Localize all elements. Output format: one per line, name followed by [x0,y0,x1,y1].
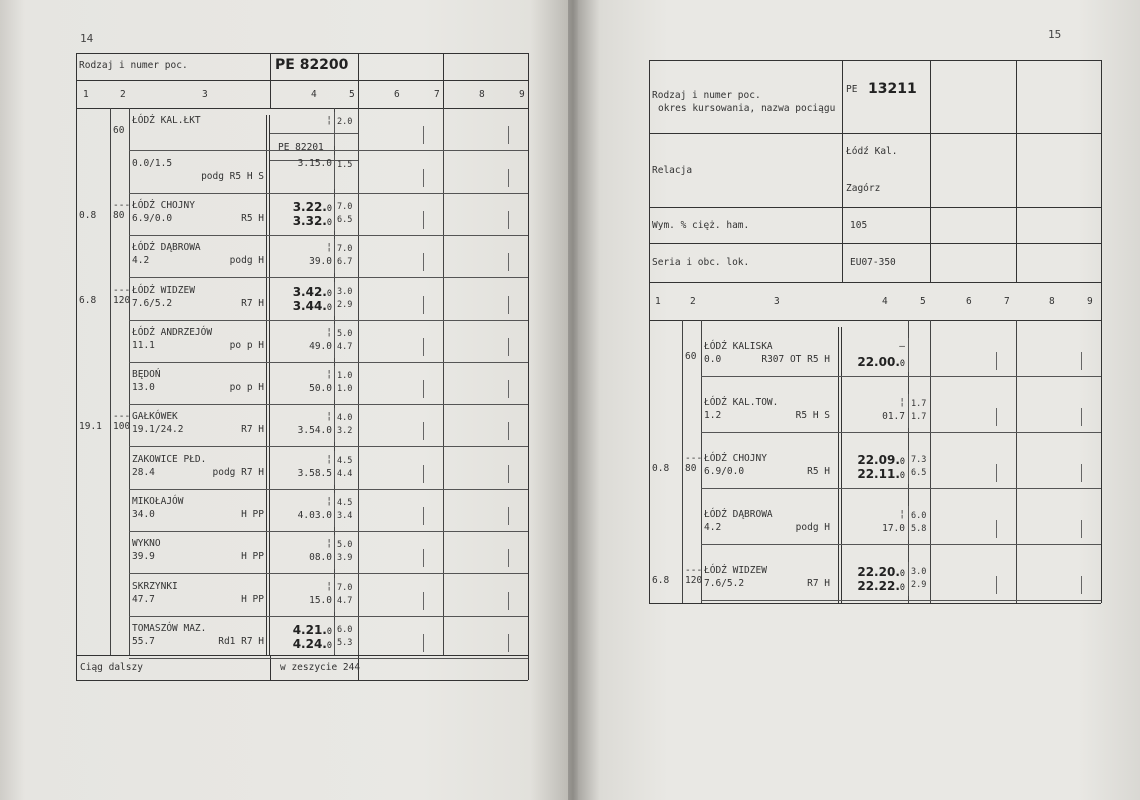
run-time: 5.0 [337,540,353,551]
arrival-time-value: ¦ [326,115,332,127]
station-km: 13.0 [132,382,155,394]
arrival-time [842,341,905,353]
run-time: 6.0 [911,511,927,521]
departure-time [842,579,905,595]
km-marker: 0.8 [79,209,97,221]
station-km: 11.1 [132,339,155,351]
run-time: 1.0 [337,371,353,382]
rule [1081,352,1082,370]
station-name: ŁÓDŹ WIDZEW [132,284,195,296]
rule [423,592,424,610]
speed-limit: 80 [685,463,697,474]
column-number: 5 [349,89,355,100]
rule [996,352,997,370]
rule [508,507,509,525]
rule [129,320,528,321]
rule [334,324,335,358]
station-name: ŁÓDŹ CHOJNY [132,199,195,211]
train-number: PE 82200 [275,57,349,73]
departure-time [270,425,332,437]
arrival-time-value: ¦ [899,509,905,520]
rule [423,634,424,652]
arrival-tenths: 0 [326,288,332,299]
min-run-time: 6.5 [911,468,927,478]
departure-time-value: 3.54.0 [297,425,332,437]
arrival-time-value: ¦ [326,242,332,254]
station-km: 4.2 [704,522,722,533]
departure-time-value: 17.0 [882,523,905,534]
station-km: 7.6/5.2 [132,297,173,309]
rule [701,600,1101,601]
column-number: 6 [394,89,400,100]
arrival-time [270,581,332,593]
station-name: ŁÓDŹ DĄBROWA [132,242,201,254]
track-change-mark: --- [113,411,131,423]
continuation-reference: w zeszycie 244 [280,662,361,673]
departure-time-value: 3.58.5 [297,467,332,479]
station-name: TOMASZÓW MAZ. [132,622,207,634]
rule [1081,520,1082,538]
rule [508,465,509,483]
km-marker: 0.8 [652,463,670,474]
km-marker: 19.1 [79,421,102,433]
departure-time [270,595,332,607]
rule [508,592,509,610]
station-km: 55.7 [132,635,155,647]
relation-from: Łódź Kal. [846,146,898,157]
rule [996,576,997,594]
departure-time [270,214,332,230]
column-number: 2 [690,296,696,307]
arrival-time-value: 22.20. [857,565,900,579]
rule [423,507,424,525]
period-name-label: okres kursowania, nazwa pociągu [658,103,836,114]
station-km: 34.0 [132,509,155,520]
min-run-time: 3.4 [337,511,353,521]
min-run-time: 1.7 [911,412,927,422]
arrival-time [842,509,905,521]
arrival-time [270,158,332,170]
station-name: ZAKOWICE PŁD. [132,453,207,465]
rule [423,549,424,567]
rule [701,488,1101,489]
arrival-time [270,454,332,466]
arrival-time-value: 3.15.0 [297,157,332,169]
locomotive-label: Seria i obc. lok. [652,257,750,268]
min-run-time: 2.9 [911,580,927,590]
run-time: 7.0 [337,201,353,212]
rule [701,432,1101,433]
departure-time [270,637,332,653]
run-time: 2.0 [337,117,353,128]
departure-tenths: 0 [326,302,332,313]
arrival-time-value: ¦ [326,453,332,465]
book-gutter [568,0,578,800]
departure-time [270,341,332,353]
speed-limit: 100 [113,421,131,433]
right-page: 15 Rodzaj i numer poc. okres kursowania, nazwa pociągu PE 13211 Relacja Łódź Kal. Zagórz Wym. % cięż. ham. 105 Seria i obc. lok. EU07-350 1 2 3 4 5 6 7 8 9 60 ŁÓDŹ KALISKA 0.0 R307 OT R5 H – 22.00.0 ŁÓDŹ KAL.TOW. 1.2 R5 H S ¦ 01.7 1.7 1.7 0.8 80 --- ŁÓDŹ CHOJNY 6.9/0.0 R5 H 22.09.0 22.11.0 7.3 6.5 ŁÓDŹ DĄBROWA 4.2 podg H ¦ 17.0 6.0 5.8 6.8 120 --- ŁÓDŹ WIDZEW 7.6/5.2 R7 H 22.20.0 22.22.0 3.0 2.9 [578,0,1140,800]
rule [129,446,528,447]
arrival-tenths: 0 [899,457,905,467]
departure-time-value: 22.22. [857,579,900,593]
speed-limit: 120 [685,575,703,586]
arrival-time-value: 3.42. [292,284,327,299]
station-name: GAŁKÓWEK [132,411,178,423]
column-number: 1 [83,89,89,100]
departure-tenths: 0 [326,217,332,228]
brake-value: 105 [850,220,868,231]
arrival-time-value: ¦ [326,411,332,423]
rule [1081,464,1082,482]
departure-time [842,523,905,535]
station-name: WYKNO [132,538,161,550]
continuation-label: Ciąg dalszy [80,662,143,673]
station-km: 19.1/24.2 [132,424,184,436]
departure-time-value: 01.7 [882,411,905,422]
arrival-time [270,242,332,254]
column-number: 3 [202,89,208,100]
rule [129,658,528,659]
station-km: 1.2 [704,410,722,421]
run-time: 3.0 [337,286,353,297]
rule [508,634,509,652]
column-number: 1 [655,296,661,307]
column-number: 6 [966,296,972,307]
column-number: 7 [1004,296,1010,307]
departure-tenths: 0 [899,471,905,481]
column-number: 8 [479,89,485,100]
rule [508,296,509,314]
track-change-mark: --- [685,565,703,576]
run-time: 7.0 [337,582,353,593]
run-time: 4.0 [337,413,353,424]
arrival-time-value: ¦ [899,397,905,408]
rule [508,422,509,440]
arrival-time-value: ¦ [326,496,332,507]
rule [423,465,424,483]
departure-time [270,299,332,315]
station-name: BĘDOŃ [132,369,161,381]
departure-time-value: 08.0 [309,552,332,564]
arrival-time-value: 3.22. [292,199,327,214]
track-change-mark: --- [685,453,703,464]
min-run-time: 6.5 [337,214,353,225]
station-name: MIKOŁAJÓW [132,496,184,507]
departure-time-value: 4.24. [292,636,327,651]
departure-time-value: 39.0 [309,256,332,268]
locomotive-value: EU07-350 [850,257,896,268]
rule [996,520,997,538]
rule [996,408,997,426]
rule [334,451,335,485]
rule [334,493,335,527]
station-name: ŁÓDŹ KAL.TOW. [704,397,779,408]
min-run-time: 4.7 [337,341,353,352]
rule [508,126,509,144]
departure-time [270,510,332,522]
train-type-label: Rodzaj i numer poc. [652,90,761,101]
station-name: ŁÓDŹ ANDRZEJÓW [132,326,213,338]
run-time: 7.3 [911,455,927,465]
arrival-tenths: 0 [326,626,332,637]
arrival-time-value: 4.21. [292,622,327,637]
through-train-number: PE 82201 [278,142,324,153]
track-change-mark: --- [113,199,131,211]
train-number: 13211 [868,81,917,97]
departure-time [270,383,332,395]
column-number: 5 [920,296,926,307]
min-run-time: 6.7 [337,257,353,268]
station-km: 0.0 [704,354,722,365]
station-name: 0.0/1.5 [132,157,173,169]
rule [334,366,335,400]
rule [908,562,909,596]
rule [129,404,528,405]
run-time: 5.0 [337,328,353,339]
station-km: 39.9 [132,551,155,563]
min-run-time: 1.0 [337,384,353,395]
rule [508,253,509,271]
station-name: ŁÓDŹ CHOJNY [704,453,767,464]
departure-time-value: 3.32. [292,213,327,228]
rule [908,450,909,484]
rule [129,277,528,278]
rule [908,338,909,372]
departure-time-value: 22.11. [857,467,900,481]
brake-label: Wym. % cięż. ham. [652,220,750,231]
arrival-tenths: 0 [899,569,905,579]
arrival-time-value: ¦ [326,369,332,381]
departure-time-value: 49.0 [309,340,332,352]
rule [423,211,424,229]
run-time: 4.5 [337,498,353,508]
track-change-mark: --- [113,284,131,296]
rule [996,464,997,482]
departure-time [842,355,905,371]
station-name: ŁÓDŹ KALISKA [704,341,773,352]
arrival-time-value: 22.09. [857,453,900,467]
station-km: 7.6/5.2 [704,578,745,589]
departure-time-value: 4.03.0 [297,510,332,521]
rule [508,549,509,567]
arrival-time [270,496,332,508]
station-km: 4.2 [132,255,150,267]
column-number: 9 [1087,296,1093,307]
speed-limit: 120 [113,294,131,306]
min-run-time: 4.4 [337,468,353,479]
relation-to: Zagórz [846,183,881,194]
departure-tenths: 0 [899,583,905,593]
left-page: 14 Rodzaj i numer poc. PE 82200 1 2 3 4 5 6 7 8 9 PE 82201 60 ŁÓDŹ KAL.ŁKT ¦ 2.0 0.0/1.5 podg R5 H S 3.15.0 1.5 0.8 80 --- ŁÓDŹ CHOJNY 6.9/0.0 R5 H 3.22.0 3.32.0 7.0 6.5 ŁÓDŹ DĄBROWA 4.2 podg H ¦ 39.0 7.0 6.7 6.8 120 --- ŁÓDŹ WIDZEW 7.6/5.2 R7 H 3.42.0 3.44.0 3.0 2.9 ŁÓDŹ ANDRZEJÓW 11.1 po p H ¦ 49.0 5.0 4.7 BĘDOŃ 13.0 po p H ¦ 50.0 1.0 1.0 19.1 100 --- GAŁKÓWEK 19.1/24.2 R7 H ¦ 3.54.0 4.0 3.2 ZAKOWICE PŁD. 28.4 podg R7 H ¦ 3.58.5 4.5 4.4 MIKOŁAJÓW 34.0 H PP ¦ 4.03.0 4.5 3.4 WYKNO 39.9 H PP ¦ 08.0 5.0 3.9 SKRZYNKI 47.7 H PP ¦ 15.0 7.0 4.7 TOMASZÓW MAZ. 55.7 Rd1 R7 H 4.21.0 4.24.0 6.0 5.3 Ciąg dalszy w zeszycie 244 [0,0,568,800]
arrival-time [842,397,905,409]
speed-limit: 60 [685,351,697,362]
rule [334,282,335,316]
train-type-label: Rodzaj i numer poc. [79,60,188,71]
rule [1081,408,1082,426]
page-number: 15 [1048,28,1062,41]
rule [129,531,528,532]
departure-time-value: 50.0 [309,383,332,395]
column-number: 8 [1049,296,1055,307]
rule [334,535,335,569]
km-marker: 6.8 [79,294,97,306]
departure-time [270,552,332,564]
min-run-time: 2.9 [337,299,353,310]
station-km: 6.9/0.0 [132,212,173,224]
rule [701,376,1101,377]
km-marker: 6.8 [652,575,670,586]
column-number: 7 [434,89,440,100]
arrival-tenths: 0 [326,203,332,214]
run-time: 1.5 [337,159,353,170]
rule [423,296,424,314]
rule [334,197,335,231]
rule [1081,576,1082,594]
rule [508,169,509,187]
rule [423,380,424,398]
rule [423,126,424,144]
rule [129,616,528,617]
rule [129,362,528,363]
departure-time [270,468,332,480]
rule [508,380,509,398]
min-run-time: 5.3 [337,637,353,648]
rule [908,394,909,428]
rule [334,620,335,654]
rule [423,422,424,440]
rule [423,253,424,271]
min-run-time: 3.2 [337,426,353,437]
rule [908,506,909,540]
speed-limit: 60 [113,125,125,137]
arrival-time-value: ¦ [326,580,332,592]
station-km: 47.7 [132,593,155,605]
rule [701,544,1101,545]
rule [129,150,528,151]
departure-time-value: 15.0 [309,594,332,606]
arrival-time [270,115,332,127]
run-time: 1.7 [911,399,927,409]
rule [129,193,528,194]
min-run-time: 3.9 [337,553,353,564]
rule [508,338,509,356]
min-run-time: 5.8 [911,524,927,534]
rule [334,155,335,189]
rule [129,573,528,574]
column-number: 9 [519,89,525,100]
rule [334,239,335,273]
station-km: 28.4 [132,466,155,478]
arrival-time-value: ¦ [326,326,332,338]
rule [334,408,335,442]
arrival-time [270,538,332,550]
relation-label: Relacja [652,165,693,176]
station-name: SKRZYNKI [132,580,178,592]
arrival-time-value: ¦ [326,538,332,550]
station-km: 6.9/0.0 [704,466,745,477]
page-number: 14 [80,32,94,45]
rule [334,112,335,146]
departure-time [270,256,332,268]
departure-time [842,467,905,483]
run-time: 7.0 [337,244,353,255]
station-name: ŁÓDŹ KAL.ŁKT [132,115,201,127]
arrival-time [270,369,332,381]
rule [129,489,528,490]
column-number: 3 [774,296,780,307]
arrival-time-value: – [899,341,905,352]
column-number: 2 [120,89,126,100]
departure-tenths: 0 [899,359,905,369]
departure-time-value: 3.44. [292,298,327,313]
run-time: 4.5 [337,455,353,466]
rule [508,211,509,229]
speed-limit: 80 [113,209,125,221]
departure-time-value: 22.00. [857,355,900,369]
train-number-prefix: PE [846,84,858,95]
run-time: 3.0 [911,567,927,577]
departure-time [842,411,905,423]
arrival-time [270,411,332,423]
column-number: 4 [882,296,888,307]
departure-tenths: 0 [326,640,332,651]
station-name: ŁÓDŹ DĄBROWA [704,509,773,520]
run-time: 6.0 [337,624,353,635]
station-name: ŁÓDŹ WIDZEW [704,565,767,576]
rule [423,169,424,187]
rule [334,578,335,612]
column-number: 4 [311,89,317,100]
min-run-time: 4.7 [337,595,353,606]
rule [129,235,528,236]
rule [423,338,424,356]
arrival-time [270,327,332,339]
